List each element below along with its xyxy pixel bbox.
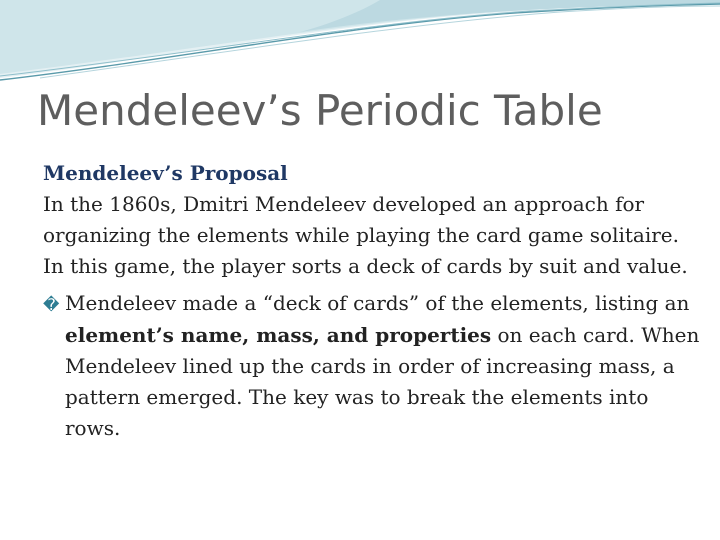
bullet-text-end: on each card. When Mendeleev lined up the cards in order of increasing mass, a pattern emerged. The key was to break the elements into rows. — [65, 323, 700, 440]
intro-paragraph: In the 1860s, Dmitri Mendeleev developed an approach for organizing the elements while playing the card game solitaire. In this game, the player sorts a deck of cards by suit and value. — [43, 192, 688, 278]
slide-title: Mendeleev’s Periodic Table — [37, 86, 603, 135]
slide-body — [43, 158, 703, 444]
header-swoosh-decoration — [0, 0, 720, 90]
section-heading: Mendeleev’s Proposal — [43, 161, 288, 185]
bullet-item — [43, 288, 703, 444]
bullet-marker-icon: � — [43, 295, 60, 314]
bullet-text-start: Mendeleev made a “deck of cards” of the elements, listing an — [65, 291, 690, 315]
bullet-bold-text: element’s name, mass, and properties — [65, 323, 492, 347]
